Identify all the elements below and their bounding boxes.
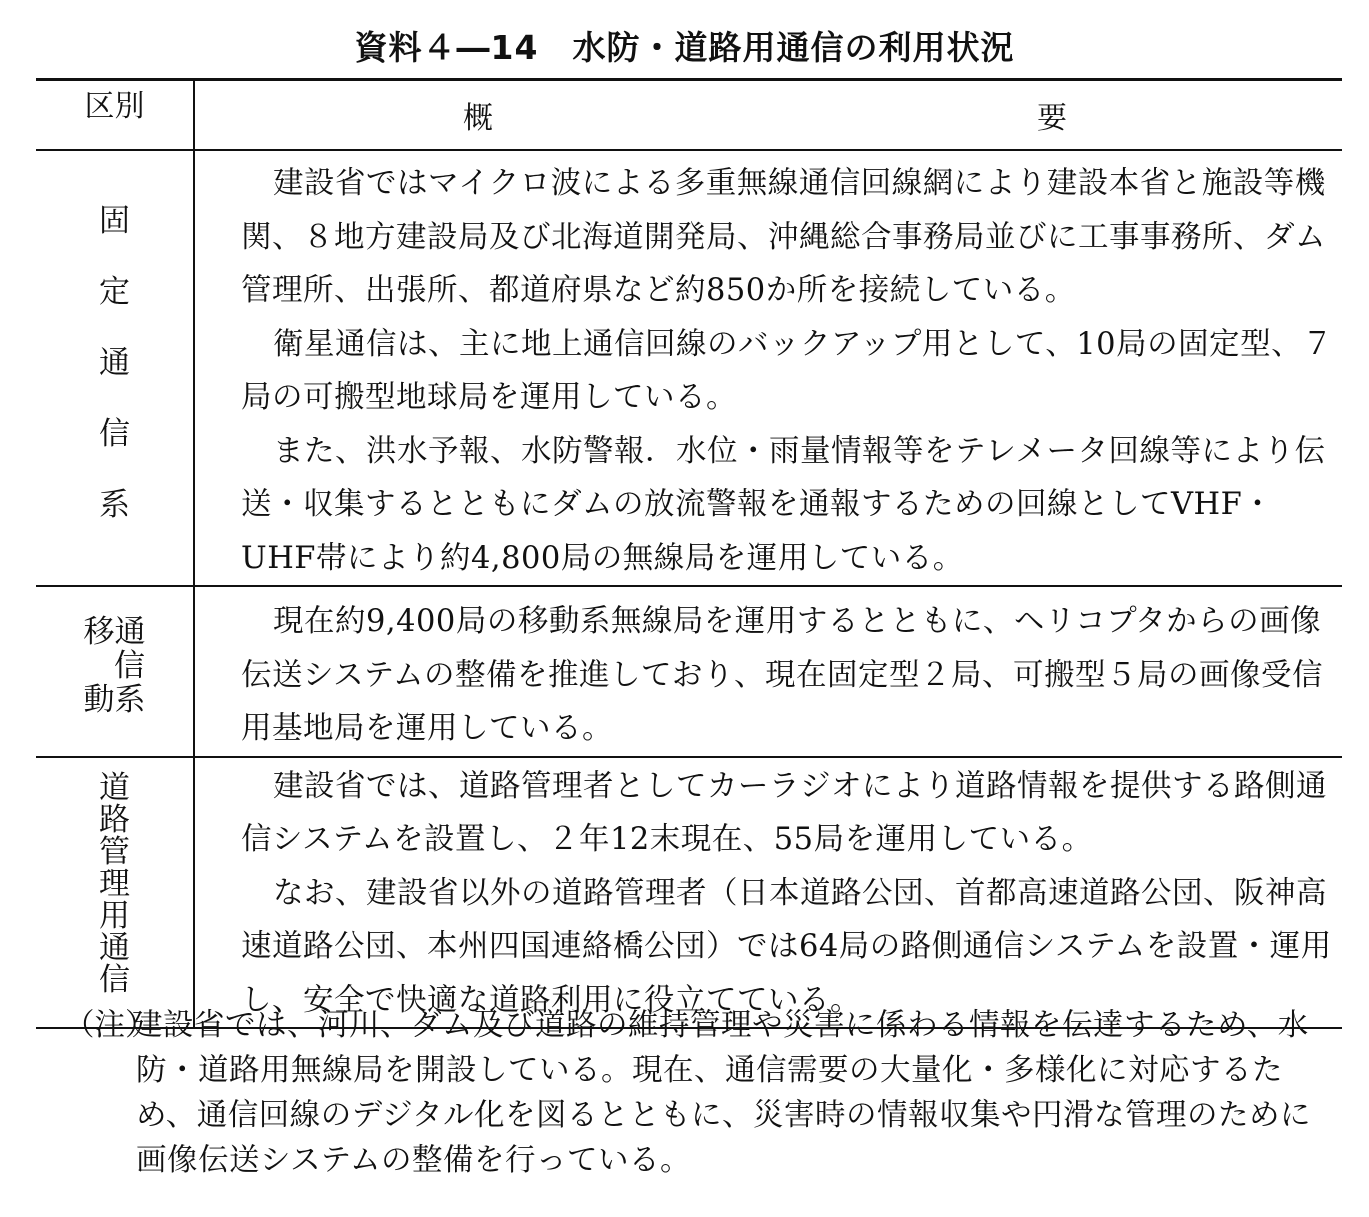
summary-paragraph: 建設省ではマイクロ波による多重無線通信回線網により建設本省と施設等機関、８地方建設局及び北海道開発局、沖縄総合事務局並びに工事事務所、ダム管理所、出張所、都道府県など約850か所を接続している。 bbox=[241, 166, 1326, 308]
table-row-fixed bbox=[36, 150, 1342, 586]
table-header-row bbox=[36, 80, 1342, 151]
category-char: 系 bbox=[99, 487, 130, 523]
category-road bbox=[36, 757, 194, 1029]
page-title: 資料４―14 水防・道路用通信の利用状況 bbox=[354, 28, 1015, 67]
footnote-marker: （注） bbox=[64, 1008, 156, 1043]
category-char: 通 bbox=[99, 345, 130, 381]
footnote bbox=[36, 1003, 1326, 1183]
header-summary-left: 概 bbox=[463, 101, 493, 136]
footnote-text: 建設省では、河川、ダム及び道路の維持管理や災害に係わる情報を伝達するため、水防・道路用無線局を開設している。現在、通信需要の大量化・多様化に対応するため、通信回線のデジタル化を図るとともに、災害時の情報収集や円滑な管理のために画像伝送システムの整備を行っている。 bbox=[132, 1008, 1311, 1178]
summary-paragraph: 衛星通信は、主に地上通信回線のバックアップ用として、10局の固定型、７局の可搬型地球局を運用している。 bbox=[241, 326, 1334, 415]
summary-fixed bbox=[194, 150, 1342, 586]
summary-road bbox=[194, 757, 1342, 1029]
category-char: 管 bbox=[99, 833, 130, 870]
category-line: 動系 bbox=[83, 682, 146, 718]
summary-paragraph: また、洪水予報、水防警報．水位・雨量情報等をテレメータ回線等により伝送・収集するとともにダムの放流警報を通報するための回線としてVHF・UHF帯により約4,800局の無線局を運用している。 bbox=[241, 433, 1326, 576]
category-char: 路 bbox=[99, 801, 130, 838]
header-summary bbox=[194, 80, 1342, 151]
category-char: 定 bbox=[99, 274, 130, 310]
category-char: 用 bbox=[99, 897, 130, 934]
category-char: 固 bbox=[99, 203, 130, 239]
category-mobile bbox=[36, 586, 194, 757]
category-char: 道 bbox=[99, 769, 130, 806]
summary-paragraph: 現在約9,400局の移動系無線局を運用するとともに、ヘリコプタからの画像伝送システムの整備を推進しており、現在固定型２局、可搬型５局の画像受信用基地局を運用している。 bbox=[241, 604, 1323, 746]
header-summary-right: 要 bbox=[1037, 101, 1067, 136]
category-char: 理 bbox=[99, 865, 130, 902]
category-char: 信 bbox=[99, 416, 130, 452]
category-char: 通 bbox=[99, 929, 130, 966]
category-fixed bbox=[36, 150, 194, 586]
summary-mobile bbox=[194, 586, 1342, 757]
table-row-mobile bbox=[36, 586, 1342, 757]
category-line: 信 bbox=[114, 648, 145, 684]
category-line: 移通 bbox=[83, 614, 146, 650]
category-char: 信 bbox=[99, 961, 130, 998]
summary-paragraph: 建設省では、道路管理者としてカーラジオにより道路情報を提供する路側通信システムを設置し、２年12末現在、55局を運用している。 bbox=[241, 768, 1327, 857]
table-row-road bbox=[36, 757, 1342, 1029]
header-category: 区別 bbox=[36, 80, 194, 151]
summary-paragraph: なお、建設省以外の道路管理者（日本道路公団、首都高速道路公団、阪神高速道路公団、本州四国連絡橋公団）では64局の路側通信システムを設置・運用し、安全で快適な道路利用に役立てている。 bbox=[241, 875, 1332, 1018]
usage-table bbox=[36, 78, 1342, 1029]
